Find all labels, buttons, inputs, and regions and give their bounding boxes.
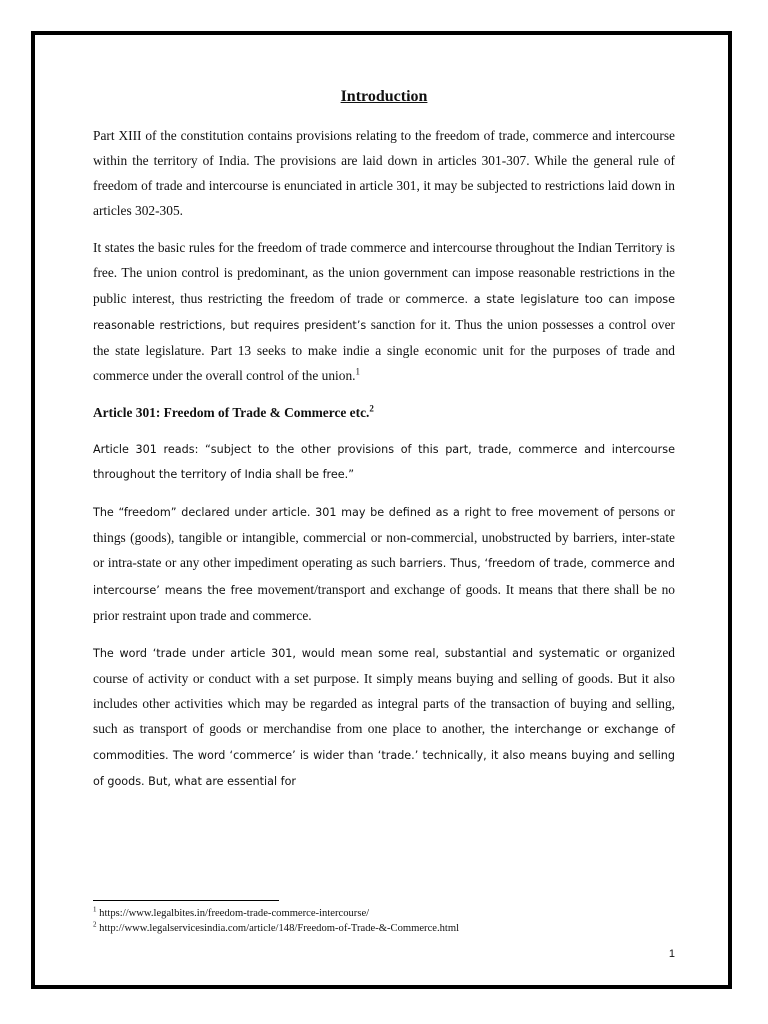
footnote-2 [93, 921, 675, 936]
footnote-number-1: 1 [93, 905, 97, 914]
paragraph-3: Article 301 reads: “subject to the other provisions of this part, trade, commerce and intercourse throughout the territory of India shall be free.” [93, 443, 675, 482]
paragraph-5-text-c: the interchange or exchange of commodities. The word ‘commerce’ is wider than ‘trade.’ technically, it also means buying and selling of goods. But, what are essential for [93, 722, 675, 789]
paragraph-2-text-b: commerce. a state legislature too can impose reasonable restrictions, but requires president’s [93, 292, 675, 332]
paragraph-5 [93, 640, 675, 795]
footnote-link-2[interactable]: http://www.legalservicesindia.com/article/148/Freedom-of-Trade-&-Commerce.html [99, 923, 460, 934]
paragraph-1: Part XIII of the constitution contains provisions relating to the freedom of trade, commerce and intercourse within the territory of India. The provisions are laid down in articles 301-307. While the general rule of freedom of trade and intercourse is enunciated in article 301, it may be subjected to restrictions laid down in articles 302-305. [93, 128, 675, 219]
section-heading-text: Article 301: Freedom of Trade & Commerce etc. [93, 404, 370, 420]
paragraph-2-text-a: It states the basic rules for the freedom of trade commerce and intercourse throughout the Indian Territory is free. The union control is predominant, as the union government can impose reasonable restrictions in the public interest, thus restricting the freedom of trade or [93, 240, 675, 306]
footnote-ref-1[interactable]: 1 [355, 366, 361, 377]
paragraph-2-text-c: sanction for it. Thus the union possesses a control over the state legislature. Part 13 seeks to make indie a single economic unit for the purposes of trade and commerce under the overall control of the union. [93, 316, 675, 383]
page-number: 1 [668, 948, 675, 960]
footnote-link-1[interactable]: https://www.legalbites.in/freedom-trade-commerce-intercourse/ [99, 908, 370, 919]
paragraph-4-text-a: The “freedom” declared under article. 301 may be defined as a right to free movement of [93, 506, 614, 520]
paragraph-4 [93, 499, 675, 627]
footnote-1 [93, 906, 675, 921]
section-heading [93, 400, 675, 425]
paragraph-2 [93, 235, 675, 388]
paragraph-4-text-b: persons or things (goods), tangible or intangible, commercial or non-commercial, unobstructed by barriers, inter-state or intra-state or any other impediment operating as such [93, 504, 675, 571]
footnote-ref-2[interactable]: 2 [369, 403, 374, 414]
page-title: Introduction [340, 88, 428, 105]
paragraph-4-text-d: movement/transport and exchange of goods. It means that there shall be no prior restraint upon trade and commerce. [93, 581, 675, 623]
footnotes [93, 906, 675, 936]
document-body [93, 85, 675, 806]
footnote-number-2: 2 [93, 920, 97, 929]
paragraph-5-text-a: The word ‘trade under article 301, would mean some real, substantial and systematic or [93, 646, 617, 660]
paragraph-5-text-b: organized course of activity or conduct with a set purpose. It simply means buying and selling of goods. But it also includes other activities which may be regarded as integral parts of the transaction of buying and selling, such as transport of goods or merchandise from one place to another, [93, 644, 675, 736]
footnote-divider [93, 900, 279, 901]
paragraph-4-text-c: barriers. Thus, ‘freedom of trade, commerce and intercourse’ means the free [93, 557, 675, 597]
